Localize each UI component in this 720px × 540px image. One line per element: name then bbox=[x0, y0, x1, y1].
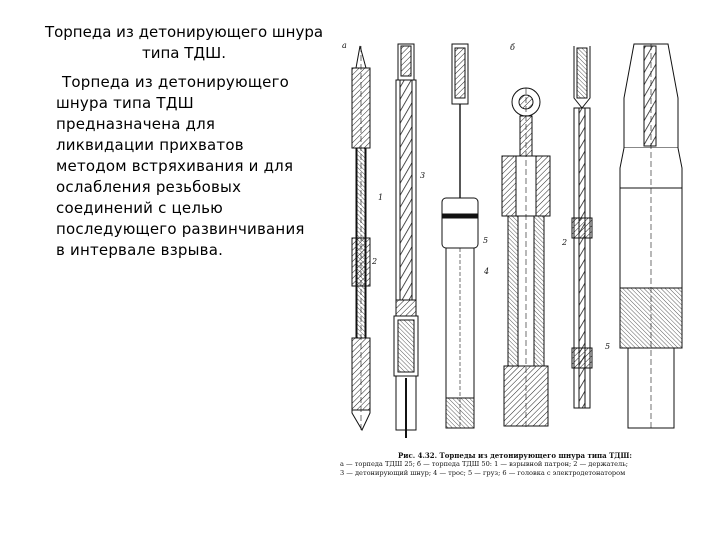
callout-4: 4 bbox=[484, 267, 490, 276]
body-line: шнура типа ТДШ bbox=[56, 94, 194, 112]
panel-label-a: а bbox=[342, 41, 347, 50]
torpedo-tool-2 bbox=[394, 44, 418, 438]
body-line: методом встряхивания и для bbox=[56, 157, 294, 175]
body-line: ликвидации прихватов bbox=[56, 136, 244, 154]
callout-5-right: 5 bbox=[605, 342, 611, 351]
slide-body-text bbox=[56, 72, 306, 261]
figure-caption bbox=[340, 451, 690, 478]
body-line: Торпеда из детонирующего bbox=[62, 73, 290, 91]
caption-title: Рис. 4.32. Торпеды из детонирующего шнура типа ТДШ: bbox=[397, 451, 632, 460]
body-line: последующего развинчивания bbox=[56, 220, 305, 238]
torpedo-technical-drawing bbox=[338, 38, 690, 450]
torpedo-tool-5 bbox=[572, 46, 592, 408]
callout-3: 3 bbox=[420, 171, 426, 180]
torpedo-tool-4 bbox=[502, 88, 550, 430]
body-line: в интервале взрыва. bbox=[56, 241, 224, 259]
slide-title-line-2: типа ТДШ. bbox=[142, 44, 226, 62]
caption-line: а — торпеда ТДШ 25; б — торпеда ТДШ 50: 1 — взрывной патрон; 2 — держатель; bbox=[340, 460, 629, 468]
callout-2: 2 bbox=[372, 257, 378, 266]
slide-title bbox=[34, 22, 334, 64]
body-line: соединений с целью bbox=[56, 199, 223, 217]
panel-label-b: б bbox=[510, 43, 515, 52]
torpedo-tool-3 bbox=[442, 44, 478, 428]
body-line: предназначена для bbox=[56, 115, 216, 133]
torpedo-tool-6 bbox=[620, 44, 682, 430]
callout-5: 5 bbox=[483, 236, 489, 245]
caption-line: 3 — детонирующий шнур; 4 — трос; 5 — груз; 6 — головка с электродетонатором bbox=[340, 469, 626, 477]
torpedo-tool-1 bbox=[352, 46, 370, 430]
callout-1: 1 bbox=[378, 193, 384, 202]
slide-title-line-1: Торпеда из детонирующего шнура bbox=[44, 23, 324, 41]
callout-2-right: 2 bbox=[562, 238, 568, 247]
body-line: ослабления резьбовых bbox=[56, 178, 242, 196]
